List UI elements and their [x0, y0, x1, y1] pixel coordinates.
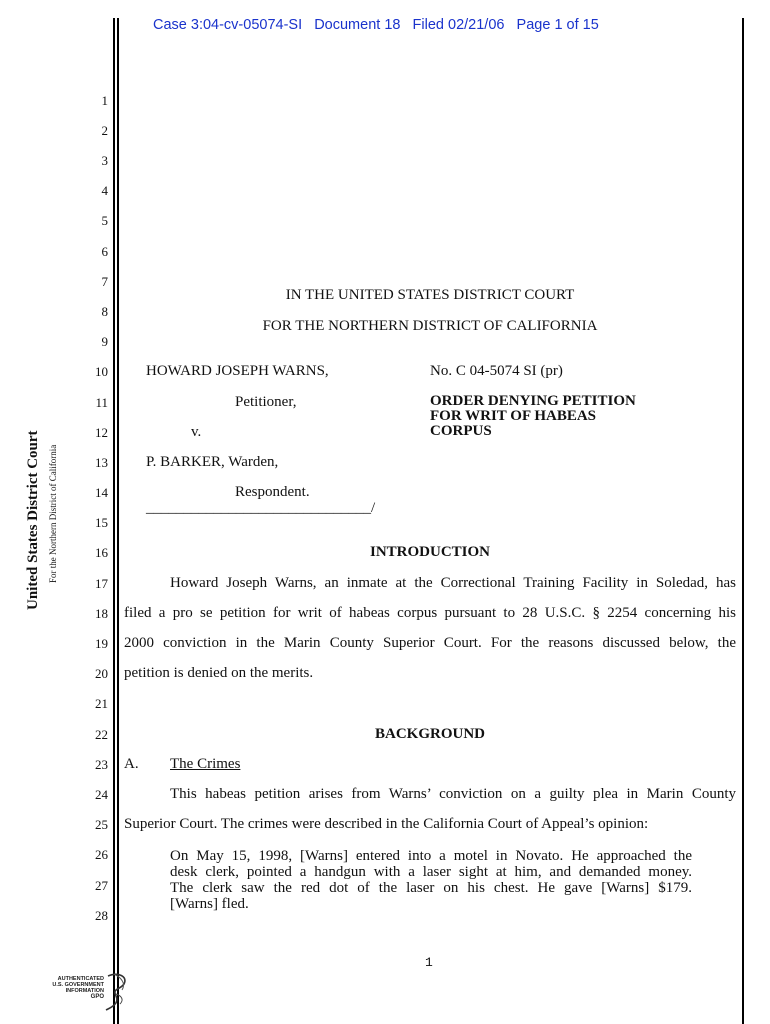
- line-number: 16: [95, 545, 108, 560]
- order-title-line: ORDER DENYING PETITION: [430, 393, 636, 409]
- block-quote: [170, 848, 692, 912]
- introduction-line: 2000 conviction in the Marin County Superior Court. For the reasons discussed below, the: [124, 635, 736, 651]
- introduction-line: petition is denied on the merits.: [124, 665, 314, 681]
- background-heading: BACKGROUND: [374, 726, 485, 742]
- gpo-seal-text: [40, 976, 104, 1000]
- line-number: 20: [95, 666, 108, 681]
- line-number: 14: [95, 485, 108, 500]
- left-margin-rule-outer: [113, 18, 115, 1024]
- petitioner-role: Petitioner,: [235, 394, 297, 410]
- line-number: 25: [95, 817, 108, 832]
- line-number: 22: [95, 727, 108, 742]
- eagle-icon: [102, 970, 138, 1012]
- line-number: 24: [95, 787, 108, 802]
- quote-line: desk clerk, pointed a handgun with a laser sight at him, and demanded money.: [170, 864, 692, 880]
- line-number: 19: [95, 636, 108, 651]
- section-letter: A.: [124, 756, 139, 772]
- court-name-line1: IN THE UNITED STATES DISTRICT COURT: [285, 287, 575, 303]
- line-number: 15: [95, 515, 108, 530]
- line-number: 6: [101, 244, 108, 259]
- district-sidebar-title: For the Northern District of California: [48, 444, 58, 583]
- line-number: 28: [95, 908, 108, 923]
- line-number: 18: [95, 606, 108, 621]
- gpo-line: INFORMATION: [65, 988, 104, 994]
- order-title-line: FOR WRIT OF HABEAS: [430, 408, 597, 424]
- line-number: 1: [101, 93, 108, 108]
- introduction-line: Howard Joseph Warns, an inmate at the Correctional Training Facility in Soledad, has: [170, 575, 736, 591]
- gpo-authentication-seal: [40, 970, 130, 1012]
- line-number: 27: [95, 878, 108, 893]
- line-number: 26: [95, 847, 108, 862]
- quote-line: The clerk saw the red dot of the laser on his chest. He gave [Warns] $179.: [170, 880, 692, 896]
- background-line: This habeas petition arises from Warns’ conviction on a guilty plea in Marin County: [170, 786, 736, 802]
- respondent-role: Respondent.: [235, 484, 310, 500]
- gpo-line: U.S. GOVERNMENT: [52, 982, 104, 988]
- section-title: The Crimes: [170, 756, 241, 772]
- caption-separator: ______________________________/: [146, 500, 376, 516]
- line-number: 9: [101, 334, 108, 349]
- quote-line: [Warns] fled.: [170, 896, 249, 912]
- filing-header: [153, 17, 599, 33]
- petitioner-name: HOWARD JOSEPH WARNS,: [146, 363, 329, 379]
- line-number: 3: [101, 153, 108, 168]
- introduction-line: filed a pro se petition for writ of habeas corpus pursuant to 28 U.S.C. § 2254 concerning his: [124, 605, 736, 621]
- order-title-line: CORPUS: [430, 423, 492, 439]
- line-number: 11: [95, 395, 108, 410]
- line-number: 23: [95, 757, 108, 772]
- document-number: Document 18: [314, 17, 401, 33]
- line-number: 7: [101, 274, 108, 289]
- page-count: Page 1 of 15: [516, 17, 599, 33]
- order-title: [430, 394, 636, 439]
- introduction-heading: INTRODUCTION: [369, 544, 490, 560]
- line-number: 17: [95, 576, 108, 591]
- page-number: 1: [425, 955, 433, 970]
- line-number: 12: [95, 425, 108, 440]
- case-number-header: Case 3:04-cv-05074-SI: [153, 17, 303, 33]
- line-number: 13: [95, 455, 108, 470]
- court-name-line2: FOR THE NORTHERN DISTRICT OF CALIFORNIA: [262, 318, 598, 334]
- background-line: Superior Court. The crimes were described in the California Court of Appeal’s opinion:: [124, 816, 649, 832]
- right-margin-rule: [742, 18, 744, 1024]
- versus: v.: [191, 424, 202, 440]
- quote-line: On May 15, 1998, [Warns] entered into a motel in Novato. He approached the: [170, 848, 692, 864]
- line-number: 10: [95, 364, 108, 379]
- line-number: 2: [101, 123, 108, 138]
- gpo-line: GPO: [90, 994, 104, 1000]
- gpo-line: AUTHENTICATED: [57, 976, 104, 982]
- left-margin-rule-inner: [117, 18, 119, 1024]
- line-number: 5: [101, 213, 108, 228]
- line-number: 4: [101, 183, 108, 198]
- case-number: No. C 04-5074 SI (pr): [430, 363, 563, 379]
- filed-date: Filed 02/21/06: [412, 17, 505, 33]
- respondent-name: P. BARKER, Warden,: [146, 454, 279, 470]
- line-number: 8: [101, 304, 108, 319]
- line-number: 21: [95, 696, 108, 711]
- court-sidebar-title: United States District Court: [25, 430, 41, 610]
